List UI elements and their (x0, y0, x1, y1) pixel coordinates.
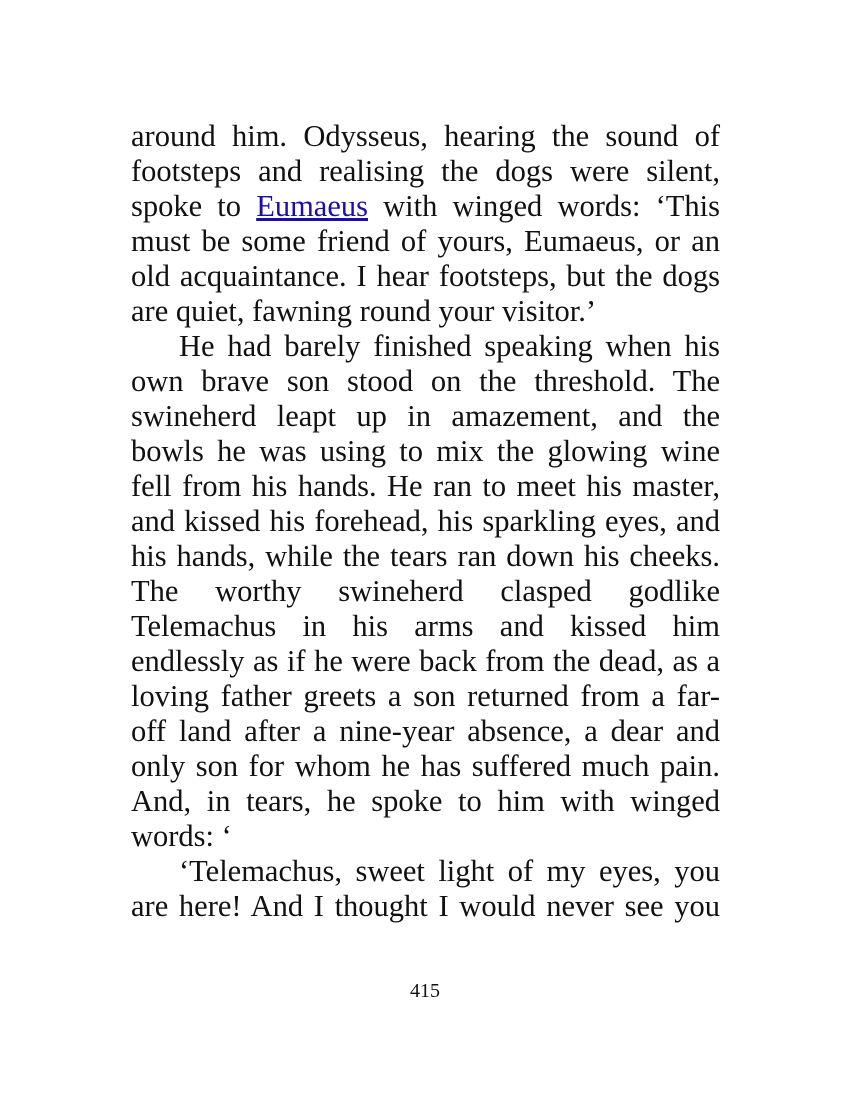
text-line: his hands, while the tears ran down his cheeks. (131, 539, 720, 573)
paragraph-start-line: He had barely finished speaking when his (179, 329, 720, 363)
text-line: loving father greets a son returned from a far- (131, 679, 720, 713)
text-line: are here! And I thought I would never see you (131, 889, 720, 923)
text-line: words: ‘ (131, 819, 232, 853)
text-fragment: with winged words: ‘This (368, 189, 721, 223)
text-line: And, in tears, he spoke to him with winged (131, 784, 720, 818)
text-line: around him. Odysseus, hearing the sound of (131, 119, 720, 153)
text-line: own brave son stood on the threshold. The (131, 364, 720, 398)
text-line: old acquaintance. I hear footsteps, but the dogs (131, 259, 720, 293)
text-line: must be some friend of yours, Eumaeus, or an (131, 224, 720, 258)
text-line: swineherd leapt up in amazement, and the (131, 399, 720, 433)
paragraph-start-line: ‘Telemachus, sweet light of my eyes, you (179, 854, 720, 888)
text-line: fell from his hands. He ran to meet his master, (131, 469, 720, 503)
text-fragment: spoke to (131, 189, 257, 223)
text-line: endlessly as if he were back from the dead, as a (131, 644, 720, 678)
text-line: off land after a nine-year absence, a dear and (131, 714, 720, 748)
text-line: Telemachus in his arms and kissed him (131, 609, 720, 643)
page-number: 415 (410, 980, 440, 1002)
text-line: only son for whom he has suffered much pain. (131, 749, 720, 783)
text-line: bowls he was using to mix the glowing wine (131, 434, 720, 468)
text-line: The worthy swineherd clasped godlike (131, 574, 720, 608)
body-text (131, 119, 720, 924)
text-line: and kissed his forehead, his sparkling eyes, and (131, 504, 720, 538)
text-line (131, 189, 720, 224)
text-line: footsteps and realising the dogs were silent, (131, 154, 720, 188)
eumaeus-link[interactable]: Eumaeus (256, 189, 368, 223)
text-line: are quiet, fawning round your visitor.’ (131, 294, 597, 328)
